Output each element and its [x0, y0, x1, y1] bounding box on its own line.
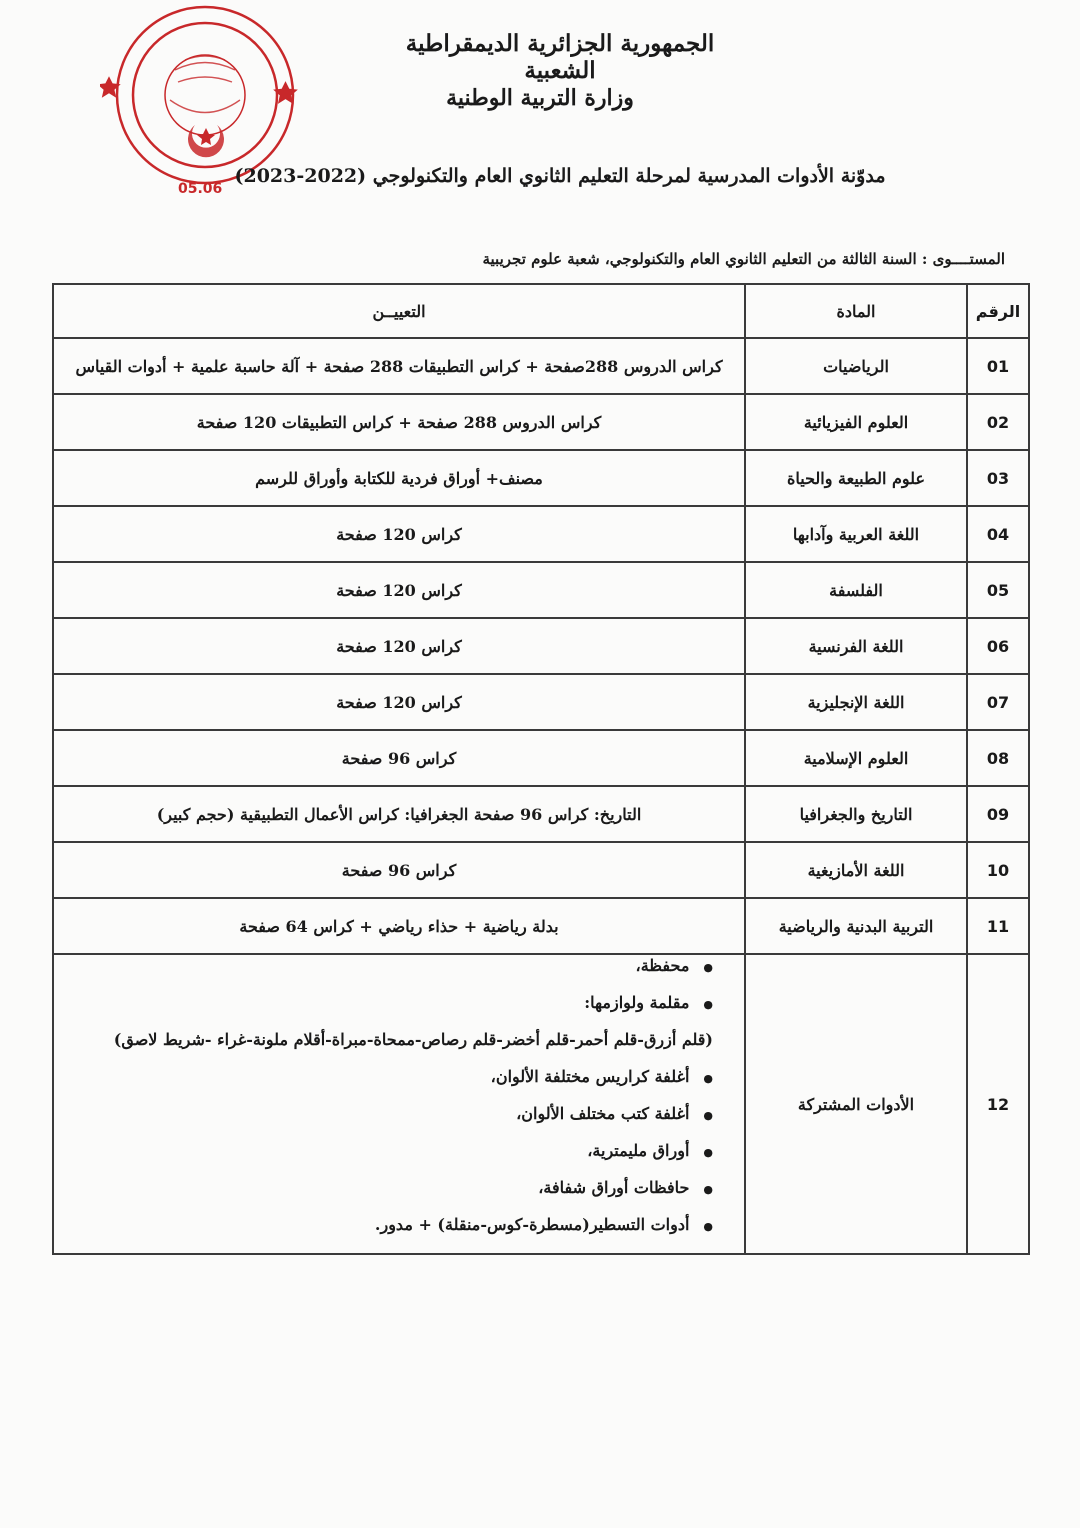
list-item — [75, 1141, 713, 1160]
stamp-date: 05.06 — [178, 181, 223, 197]
header-ministry: وزارة التربية الوطنية — [446, 85, 634, 111]
table-row-shared — [53, 954, 1029, 1254]
header-republic: الجمهورية الجزائرية الديمقراطية الشعبية — [405, 30, 715, 84]
shared-items-list — [55, 956, 743, 1234]
row-subject: العلوم الفيزيائية — [745, 394, 967, 450]
row-subject: اللغة الفرنسية — [745, 618, 967, 674]
list-item-text: محفظة، — [635, 956, 690, 975]
table-row — [53, 674, 1029, 730]
list-item — [75, 1067, 713, 1086]
table-row — [53, 394, 1029, 450]
table-row — [53, 730, 1029, 786]
row-subject: التاريخ والجغرافيا — [745, 786, 967, 842]
table-row — [53, 786, 1029, 842]
list-item-text: أوراق مليمترية، — [587, 1141, 690, 1160]
row-designation: كراس الدروس 288 صفحة + كراس التطبيقات 120 صفحة — [53, 394, 745, 450]
row-num: 10 — [967, 842, 1029, 898]
list-item-note — [75, 1030, 713, 1049]
row-designation: بدلة رياضية + حذاء رياضي + كراس 64 صفحة — [53, 898, 745, 954]
row-designation: التاريخ: كراس 96 صفحة الجغرافيا: كراس الأعمال التطبيقية (حجم كبير) — [53, 786, 745, 842]
list-item — [75, 993, 713, 1012]
row-num: 07 — [967, 674, 1029, 730]
row-subject: التربية البدنية والرياضية — [745, 898, 967, 954]
row-subject: اللغة الأمازيغية — [745, 842, 967, 898]
row-num: 08 — [967, 730, 1029, 786]
list-item-text: أغلفة كتب مختلف الألوان، — [516, 1104, 690, 1123]
list-item-text: أدوات التسطير(مسطرة-كوس-منقلة) + مدور. — [374, 1215, 690, 1234]
row-designation: كراس 120 صفحة — [53, 562, 745, 618]
list-item-text: (قلم أزرق-قلم أحمر-قلم أخضر-قلم رصاص-ممحاة-مبراة-أقلام ملونة-غراء -شريط لاصق) — [113, 1030, 713, 1049]
header-designation: التعييــن — [53, 284, 745, 338]
table-row — [53, 618, 1029, 674]
row-num: 12 — [967, 954, 1029, 1254]
list-item — [75, 1178, 713, 1197]
document-title: مدوّنة الأدوات المدرسية لمرحلة التعليم الثانوي العام والتكنولوجي (2022-2023) — [234, 165, 886, 187]
row-num: 11 — [967, 898, 1029, 954]
level-line: المستــــوى : السنة الثالثة من التعليم الثانوي العام والتكنولوجي، شعبة علوم تجريبية — [482, 250, 1005, 268]
table-header-row — [53, 284, 1029, 338]
table-row — [53, 562, 1029, 618]
table-row — [53, 842, 1029, 898]
row-num: 05 — [967, 562, 1029, 618]
table-row — [53, 506, 1029, 562]
list-item — [75, 956, 713, 975]
row-subject: اللغة العربية وآدابها — [745, 506, 967, 562]
row-subject: الأدوات المشتركة — [745, 954, 967, 1254]
row-num: 02 — [967, 394, 1029, 450]
row-subject: اللغة الإنجليزية — [745, 674, 967, 730]
header-subject: المادة — [745, 284, 967, 338]
supplies-table — [52, 283, 1030, 1255]
row-subject: الرياضيات — [745, 338, 967, 394]
row-num: 03 — [967, 450, 1029, 506]
row-designation: كراس 120 صفحة — [53, 674, 745, 730]
list-item-text: أغلفة كراريس مختلفة الألوان، — [490, 1067, 690, 1086]
row-designation: كراس الدروس 288صفحة + كراس التطبيقات 288 صفحة + آلة حاسبة علمية + أدوات القياس — [53, 338, 745, 394]
list-item-text: حافظات أوراق شفافة، — [538, 1178, 690, 1197]
row-designation: مصنف+ أوراق فردية للكتابة وأوراق للرسم — [53, 450, 745, 506]
table-row — [53, 338, 1029, 394]
row-designation: كراس 96 صفحة — [53, 730, 745, 786]
row-num: 01 — [967, 338, 1029, 394]
row-subject: العلوم الإسلامية — [745, 730, 967, 786]
list-item-text: مقلمة ولوازمها: — [584, 993, 690, 1012]
table-row — [53, 450, 1029, 506]
row-designation: كراس 120 صفحة — [53, 618, 745, 674]
row-subject: الفلسفة — [745, 562, 967, 618]
header-num: الرقم — [967, 284, 1029, 338]
row-num: 04 — [967, 506, 1029, 562]
list-item — [75, 1215, 713, 1234]
row-num: 06 — [967, 618, 1029, 674]
table-row — [53, 898, 1029, 954]
list-item — [75, 1104, 713, 1123]
row-subject: علوم الطبيعة والحياة — [745, 450, 967, 506]
row-designation: كراس 96 صفحة — [53, 842, 745, 898]
row-num: 09 — [967, 786, 1029, 842]
row-designation: كراس 120 صفحة — [53, 506, 745, 562]
shared-items-cell — [53, 954, 745, 1254]
